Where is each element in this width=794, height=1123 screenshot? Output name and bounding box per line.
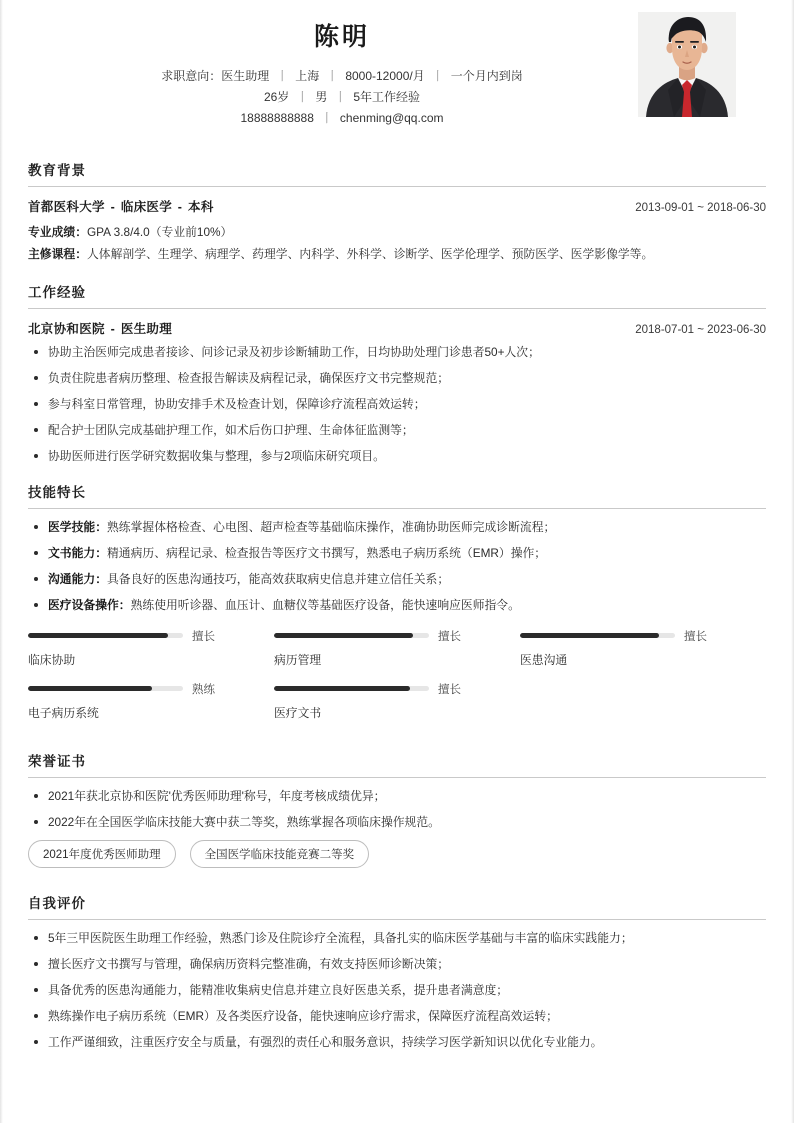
skill-bar-row: [28, 628, 256, 644]
meta-row-0: [28, 66, 656, 87]
meta-separator: 丨: [320, 110, 333, 125]
skill-name-label: 医疗文书: [273, 705, 322, 720]
meta-item: 求职意向：医生助理: [161, 68, 270, 83]
skill-bar-track: [28, 686, 183, 691]
education-degree: 本科: [188, 199, 214, 214]
resume-header: [28, 0, 766, 143]
list-item-text: 熟练掌握体格检查、心电图、超声检查等基础临床操作，准确协助医师完成诊断流程；: [107, 519, 556, 534]
education-gpa-value: GPA 3.8/4.0（专业前10%）: [87, 224, 233, 239]
list-item: 负责住院患者病历整理、检查报告解读及病程记录，确保医疗文书完整规范；: [28, 370, 766, 387]
meta-separator: 丨: [334, 89, 347, 104]
meta-item: 26岁: [263, 89, 290, 104]
skill-name-label: 病历管理: [273, 652, 322, 667]
section-title-honors: 荣誉证书: [28, 750, 766, 778]
meta-item: chenming@qq.com: [339, 110, 444, 125]
sep: -: [106, 321, 119, 336]
skill-name-label: 电子病历系统: [28, 705, 99, 720]
work-entry-title: [28, 319, 172, 337]
skill-bar-cell: [28, 681, 274, 721]
honor-tag[interactable]: 2021年度优秀医师助理: [28, 840, 176, 868]
skill-bar-row: [520, 628, 748, 644]
education-courses-label: 主修课程：: [28, 246, 87, 261]
skill-level-label: 擅长: [683, 630, 707, 643]
avatar: [638, 12, 736, 117]
education-gpa: [28, 222, 766, 243]
meta-item: 5年工作经验: [353, 89, 421, 104]
education-entry: [28, 197, 766, 265]
list-item: 具备优秀的医患沟通能力，能精准收集病史信息并建立良好医患关系，提升患者满意度；: [28, 982, 766, 999]
education-courses: [28, 244, 766, 265]
skill-bar-grid: [28, 628, 766, 734]
education-courses-value: 人体解剖学、生理学、病理学、药理学、内科学、外科学、诊断学、医学伦理学、预防医学、医学影像学等。: [87, 246, 654, 261]
skill-bar-track: [28, 633, 183, 638]
section-title-work: 工作经验: [28, 281, 766, 309]
list-item-text: 熟练使用听诊器、血压计、血糖仪等基础医疗设备，能快速响应医师指令。: [130, 597, 520, 612]
education-entry-head: [28, 197, 766, 215]
skill-bar-cell: [28, 628, 274, 668]
skill-bar-fill: [520, 633, 660, 638]
education-gpa-label: 专业成绩：: [28, 224, 87, 239]
list-item-text: 具备良好的医患沟通技巧，能高效获取病史信息并建立信任关系；: [107, 571, 450, 586]
avatar-illustration: [638, 12, 736, 117]
sep: -: [174, 199, 187, 214]
skill-level-label: 擅长: [192, 630, 215, 643]
section-work: [28, 281, 766, 465]
list-item: 2021年获北京协和医院'优秀医师助理'称号，年度考核成绩优异；: [28, 788, 766, 805]
list-item-label: 医疗设备操作：: [48, 597, 131, 612]
skill-bar-track: [520, 633, 675, 638]
skill-bar-track: [274, 686, 429, 691]
section-education: [28, 159, 766, 265]
section-title-education: 教育背景: [28, 159, 766, 187]
candidate-name: 陈明: [313, 23, 370, 51]
section-title-summary: 自我评价: [28, 892, 766, 920]
skill-level-label: 熟练: [192, 683, 215, 696]
education-major: 临床医学: [120, 199, 173, 214]
list-item: [28, 571, 766, 588]
skill-bar-fill: [274, 633, 414, 638]
list-item: 工作严谨细致，注重医疗安全与质量，有强烈的责任心和服务意识，持续学习医学新知识以优化专业能力。: [28, 1034, 766, 1051]
skills-bullet-list: [28, 519, 766, 614]
skill-bar-row: [274, 628, 502, 644]
education-school: 首都医科大学: [28, 199, 105, 214]
list-item: 配合护士团队完成基础护理工作，如术后伤口护理、生命体征监测等；: [28, 422, 766, 439]
section-honors: [28, 750, 766, 876]
honors-bullet-list: [28, 788, 766, 831]
list-item: 熟练操作电子病历系统（EMR）及各类医疗设备，能快速响应诊疗需求，保障医疗流程高效运转；: [28, 1008, 766, 1025]
list-item: 协助医师进行医学研究数据收集与整理，参与2项临床研究项目。: [28, 448, 766, 465]
meta-item: 上海: [295, 68, 320, 83]
list-item-label: 医学技能：: [48, 519, 107, 534]
skill-bar-cell: [274, 681, 520, 721]
list-item: [28, 545, 766, 562]
work-entry-head: [28, 319, 766, 337]
section-title-skills: 技能特长: [28, 481, 766, 509]
list-item: 5年三甲医院医生助理工作经验，熟悉门诊及住院诊疗全流程，具备扎实的临床医学基础与丰富的临床实践能力；: [28, 930, 766, 947]
list-item-label: 沟通能力：: [48, 571, 107, 586]
meta-separator: 丨: [296, 89, 309, 104]
meta-item: 一个月内到岗: [450, 68, 523, 83]
skill-level-label: 擅长: [437, 630, 461, 643]
education-date: 2013-09-01 ~ 2018-06-30: [635, 201, 766, 214]
skill-bar-fill: [274, 686, 410, 691]
honors-tag-list: [28, 840, 766, 876]
list-item: [28, 597, 766, 614]
meta-row-1: [28, 87, 656, 108]
meta-separator: 丨: [431, 68, 444, 83]
skill-bar-row: [274, 681, 502, 697]
list-item: 协助主治医师完成患者接诊、问诊记录及初步诊断辅助工作，日均协助处理门诊患者50+人次；: [28, 344, 766, 361]
skill-bar-cell: [520, 628, 766, 668]
work-date: 2018-07-01 ~ 2023-06-30: [635, 323, 766, 336]
education-entry-title: [28, 197, 214, 215]
skill-bar-track: [274, 633, 429, 638]
list-item-label: 文书能力：: [48, 545, 107, 560]
skill-name-label: 临床协助: [28, 652, 76, 667]
skill-bar-cell: [274, 628, 520, 668]
skill-name-label: 医患沟通: [519, 652, 568, 667]
skill-bar-fill: [28, 633, 168, 638]
sep: -: [106, 199, 119, 214]
section-skills: [28, 481, 766, 734]
meta-separator: 丨: [276, 68, 289, 83]
work-company: 北京协和医院: [28, 321, 105, 336]
meta-item: 18888888888: [240, 110, 314, 125]
list-item: 擅长医疗文书撰写与管理，确保病历资料完整准确，有效支持医师诊断决策；: [28, 956, 766, 973]
work-role: 医生助理: [120, 321, 173, 336]
list-item: [28, 519, 766, 536]
list-item: 参与科室日常管理，协助安排手术及检查计划，保障诊疗流程高效运转；: [28, 396, 766, 413]
section-summary: [28, 892, 766, 1051]
meta-row-2: [28, 108, 656, 129]
meta-item: 男: [315, 89, 328, 104]
list-item-text: 精通病历、病程记录、检查报告等医疗文书撰写，熟悉电子病历系统（EMR）操作；: [107, 545, 547, 560]
skill-bar-fill: [28, 686, 152, 691]
work-entry: [28, 319, 766, 465]
skill-bar-row: [28, 681, 256, 697]
meta-separator: 丨: [326, 68, 339, 83]
work-bullet-list: [28, 344, 766, 465]
list-item: 2022年在全国医学临床技能大赛中获二等奖，熟练掌握各项临床操作规范。: [28, 814, 766, 831]
summary-bullet-list: [28, 930, 766, 1051]
meta-item: 8000-12000/月: [345, 68, 425, 83]
skill-level-label: 擅长: [437, 683, 461, 696]
honor-tag[interactable]: 全国医学临床技能竞赛二等奖: [190, 840, 370, 868]
